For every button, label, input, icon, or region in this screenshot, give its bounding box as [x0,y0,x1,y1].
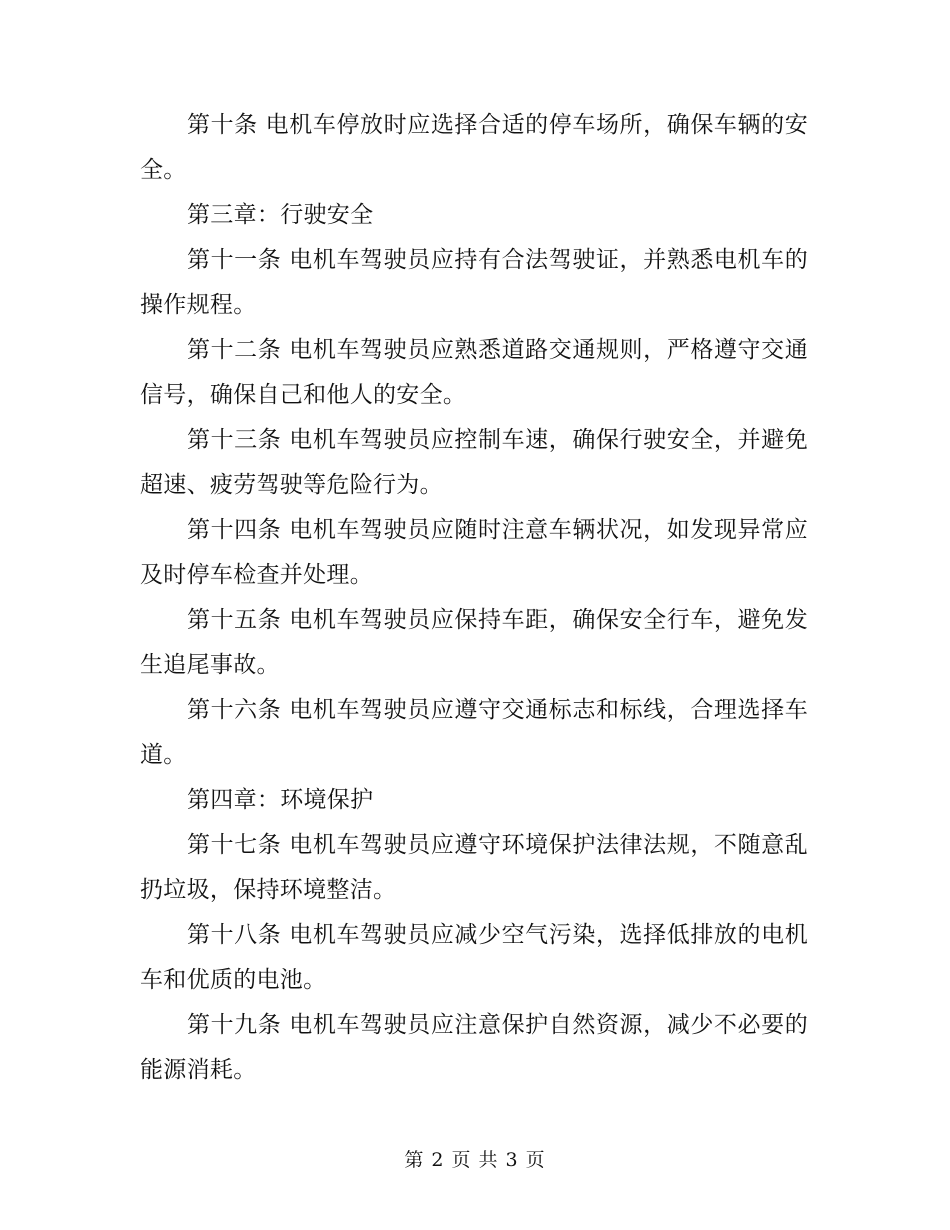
article-13: 第十三条 电机车驾驶员应控制车速，确保行驶安全，并避免超速、疲劳驾驶等危险行为。 [140,427,808,498]
article-19: 第十九条 电机车驾驶员应注意保护自然资源，减少不必要的能源消耗。 [140,1012,808,1083]
document-body [140,103,808,1093]
chapter-4-heading: 第四章：环境保护 [187,787,374,813]
article-15: 第十五条 电机车驾驶员应保持车距，确保安全行车，避免发生追尾事故。 [140,607,808,678]
chapter-3-heading: 第三章：行驶安全 [187,202,374,228]
article-11: 第十一条 电机车驾驶员应持有合法驾驶证，并熟悉电机车的操作规程。 [140,247,808,318]
article-14: 第十四条 电机车驾驶员应随时注意车辆状况，如发现异常应及时停车检查并处理。 [140,517,808,588]
article-12: 第十二条 电机车驾驶员应熟悉道路交通规则，严格遵守交通信号，确保自己和他人的安全。 [140,337,808,408]
article-16: 第十六条 电机车驾驶员应遵守交通标志和标线，合理选择车道。 [140,697,808,768]
article-17: 第十七条 电机车驾驶员应遵守环境保护法律法规，不随意乱扔垃圾，保持环境整洁。 [140,832,808,903]
article-10: 第十条 电机车停放时应选择合适的停车场所，确保车辆的安全。 [140,112,808,183]
article-18: 第十八条 电机车驾驶员应减少空气污染，选择低排放的电机车和优质的电池。 [140,922,808,993]
page-number-footer: 第 2 页 共 3 页 [404,1149,546,1171]
